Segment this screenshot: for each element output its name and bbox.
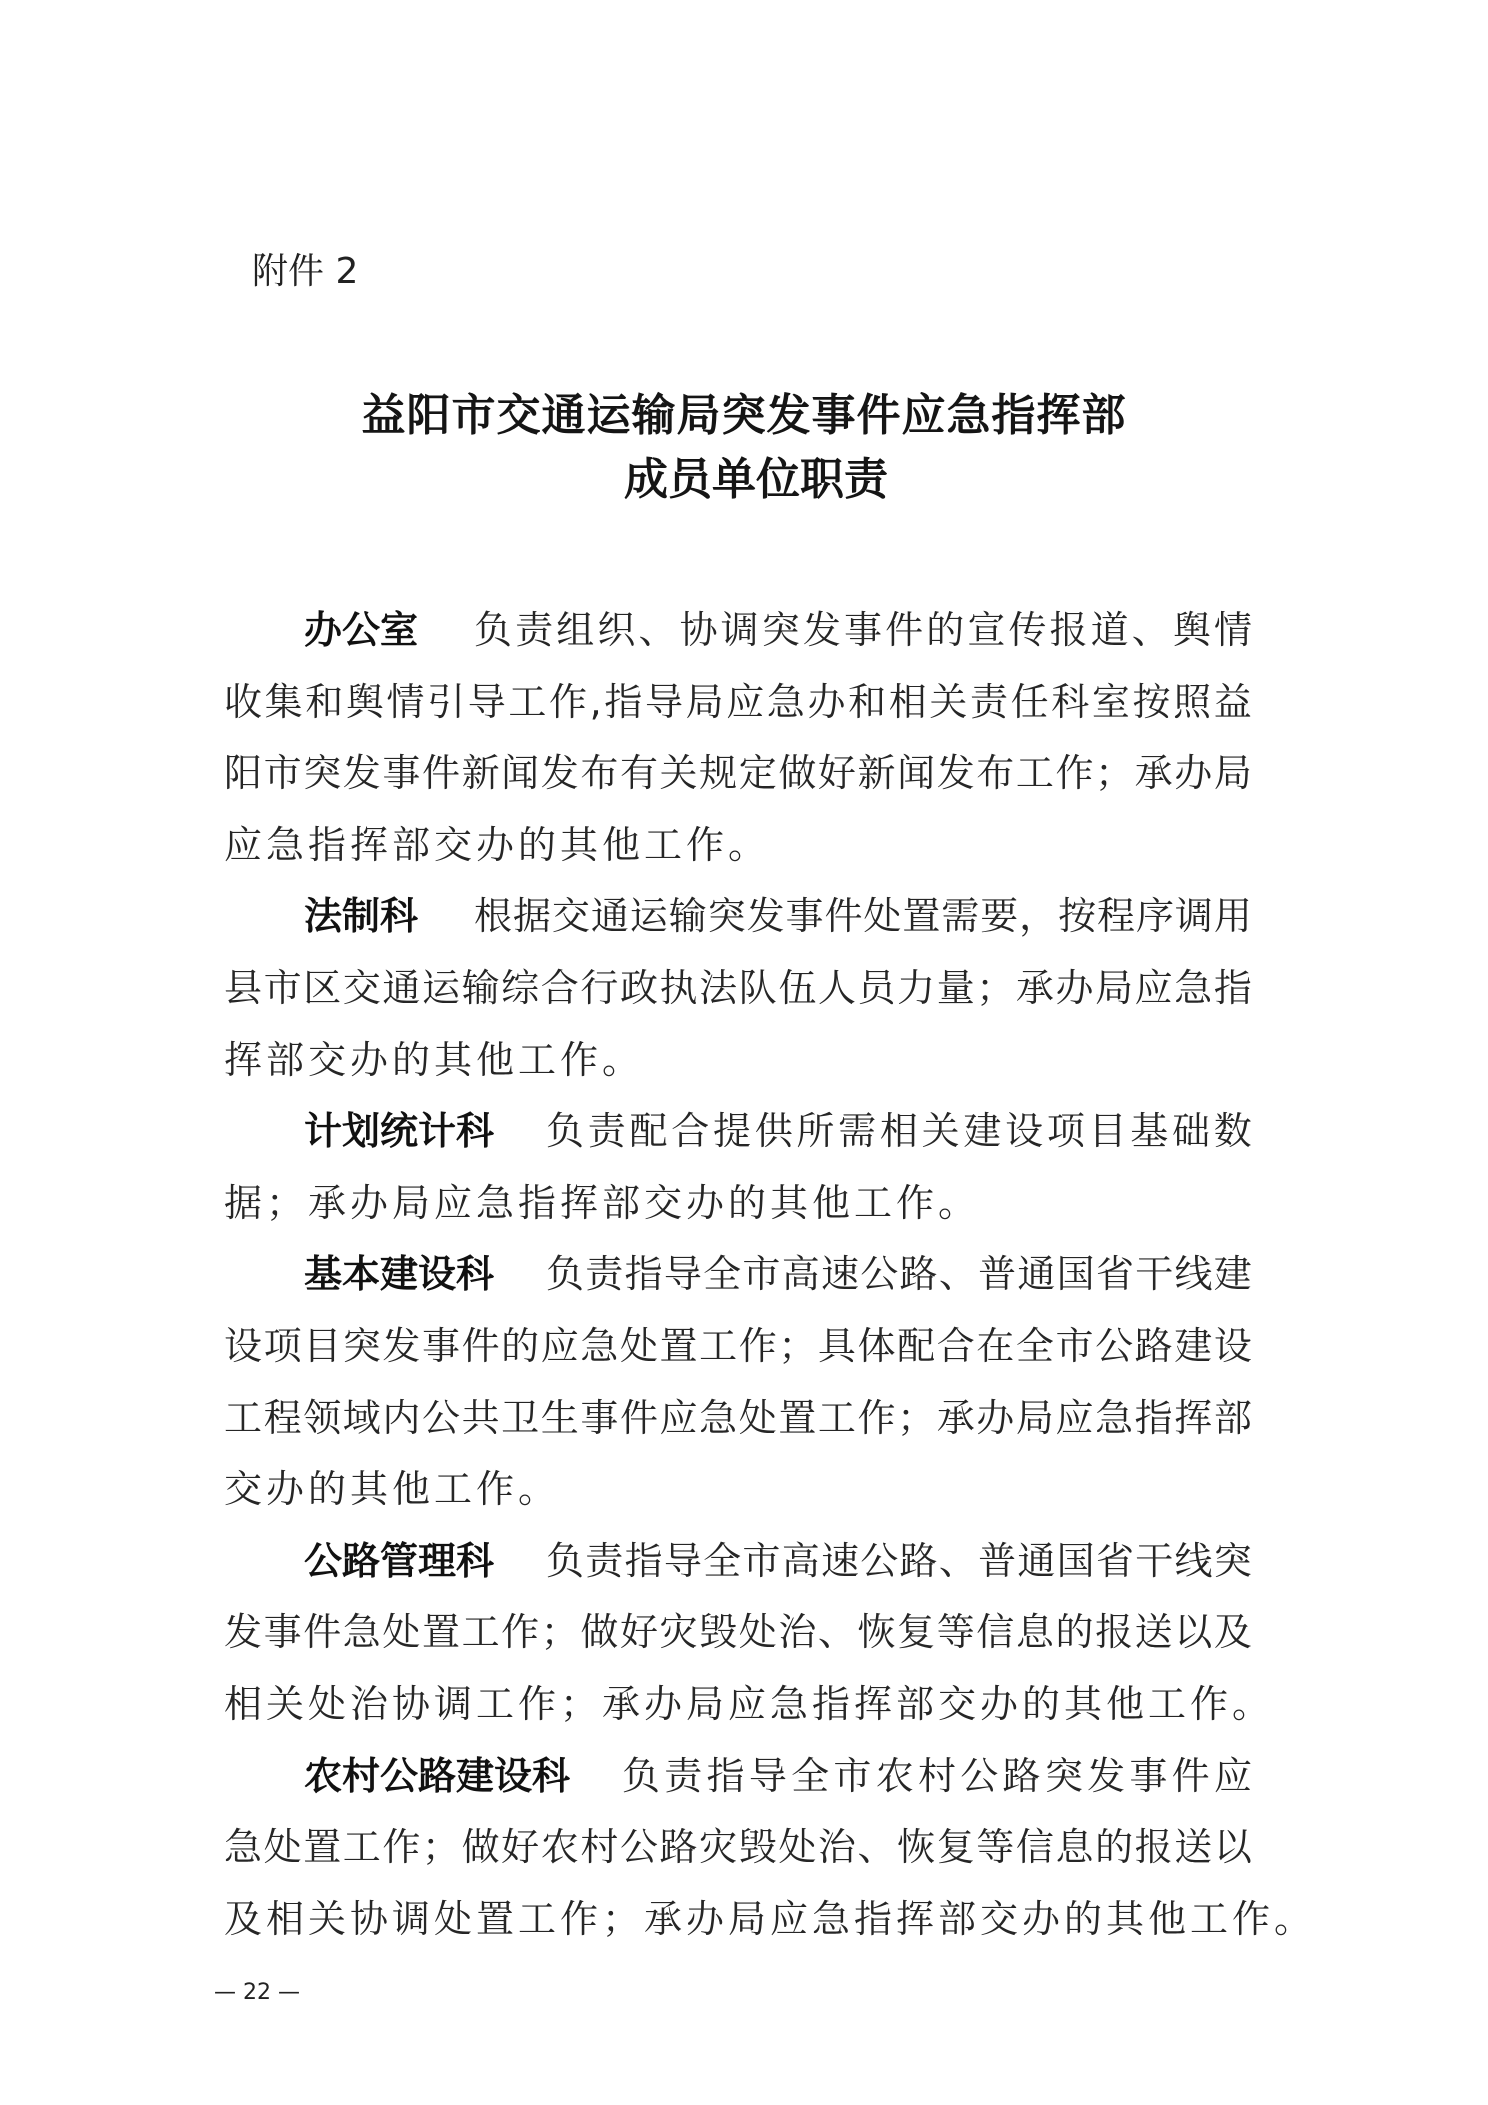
department-name: 计划统计科 — [304, 1109, 495, 1154]
paragraph-first-line — [304, 1746, 1252, 1806]
paragraph-first-line — [304, 886, 1252, 946]
attachment-label: 附件 2 — [252, 251, 359, 292]
paragraph-text: 阳 市 突 发 事 件 新 闻 发 布 有 关 规 定 做 好 新 闻 发 布 工 作 ； 承 办 局 — [224, 751, 1252, 796]
paragraph-text: 工 程 领 域 内 公 共 卫 生 事 件 应 急 处 置 工 作 ； 承 办 局 应 急 指 挥 部 — [224, 1395, 1252, 1440]
department-name: 公路管理科 — [304, 1538, 495, 1583]
paragraph-text: 设 项 目 突 发 事 件 的 应 急 处 置 工 作 ； 具 体 配 合 在 全 市 公 路 建 设 — [224, 1324, 1252, 1368]
paragraph-line — [224, 1316, 1252, 1376]
paragraph-text: 负 责 组 织 、 协 调 突 发 事 件 的 宣 传 报 道 、 舆 情 — [474, 608, 1252, 652]
department-name: 农村公路建设科 — [304, 1753, 571, 1798]
paragraph-text: 交办的其他工作。 — [224, 1467, 561, 1512]
paragraph-text: 负 责 指 导 全 市 高 速 公 路 、 普 通 国 省 干 线 建 — [546, 1252, 1252, 1297]
paragraph-first-line — [304, 600, 1252, 660]
document-title-line-1: 益阳市交通运输局突发事件应急指挥部 — [361, 390, 1127, 441]
paragraph-line — [224, 1674, 1275, 1734]
paragraph-text: 挥部交办的其他工作。 — [224, 1037, 645, 1082]
paragraph-text: 应急指挥部交办的其他工作。 — [224, 822, 771, 867]
paragraph-text: 及相关协调处置工作；承办局应急指挥部交办的其他工作。 — [224, 1896, 1317, 1941]
paragraph-text: 发 事 件 急 处 置 工 作 ； 做 好 灾 毁 处 治 、 恢 复 等 信 息 的 报 送 以 及 — [224, 1610, 1252, 1655]
paragraph-line — [224, 1030, 1252, 1090]
paragraph-first-line — [304, 1101, 1252, 1161]
department-name: 法制科 — [304, 894, 419, 939]
page-number: — 22 — — [214, 1980, 300, 2005]
paragraph-text: 急 处 置 工 作 ； 做 好 农 村 公 路 灾 毁 处 治 、 恢 复 等 信 息 的 报 送 以 — [224, 1825, 1252, 1870]
paragraph-line — [224, 1173, 1252, 1233]
paragraph-text: 负 责 配 合 提 供 所 需 相 关 建 设 项 目 基 础 数 — [546, 1109, 1252, 1154]
paragraph-line — [224, 1889, 1317, 1949]
paragraph-text: 据；承办局应急指挥部交办的其他工作。 — [224, 1180, 981, 1225]
paragraph-first-line — [304, 1244, 1252, 1304]
department-name: 基本建设科 — [304, 1252, 495, 1297]
paragraph-first-line — [304, 1531, 1252, 1591]
paragraph-text: 县 市 区 交 通 运 输 综 合 行 政 执 法 队 伍 人 员 力 量 ； 承 办 局 应 急 指 — [224, 966, 1252, 1010]
paragraph-text: 根 据 交 通 运 输 突 发 事 件 处 置 需 要 ， 按 程 序 调 用 — [474, 894, 1252, 939]
paragraph-text: 负 责 指 导 全 市 高 速 公 路 、 普 通 国 省 干 线 突 — [546, 1538, 1252, 1583]
document-title-line-2: 成员单位职责 — [624, 454, 888, 505]
paragraph-line — [224, 743, 1252, 803]
paragraph-line — [224, 1459, 1252, 1519]
paragraph-line — [224, 1388, 1252, 1448]
paragraph-line — [224, 815, 1252, 875]
paragraph-line — [224, 958, 1252, 1018]
paragraph-text: 相关处治协调工作；承办局应急指挥部交办的其他工作。 — [224, 1682, 1275, 1726]
paragraph-text: 负 责 指 导 全 市 农 村 公 路 突 发 事 件 应 — [622, 1753, 1252, 1798]
paragraph-line — [224, 672, 1252, 732]
paragraph-text: 收 集 和 舆 情 引 导 工 作 , 指 导 局 应 急 办 和 相 关 责 任 科 室 按 照 益 — [224, 679, 1252, 724]
paragraph-line — [224, 1817, 1252, 1877]
paragraph-line — [224, 1602, 1252, 1662]
department-name: 办公室 — [304, 608, 419, 652]
